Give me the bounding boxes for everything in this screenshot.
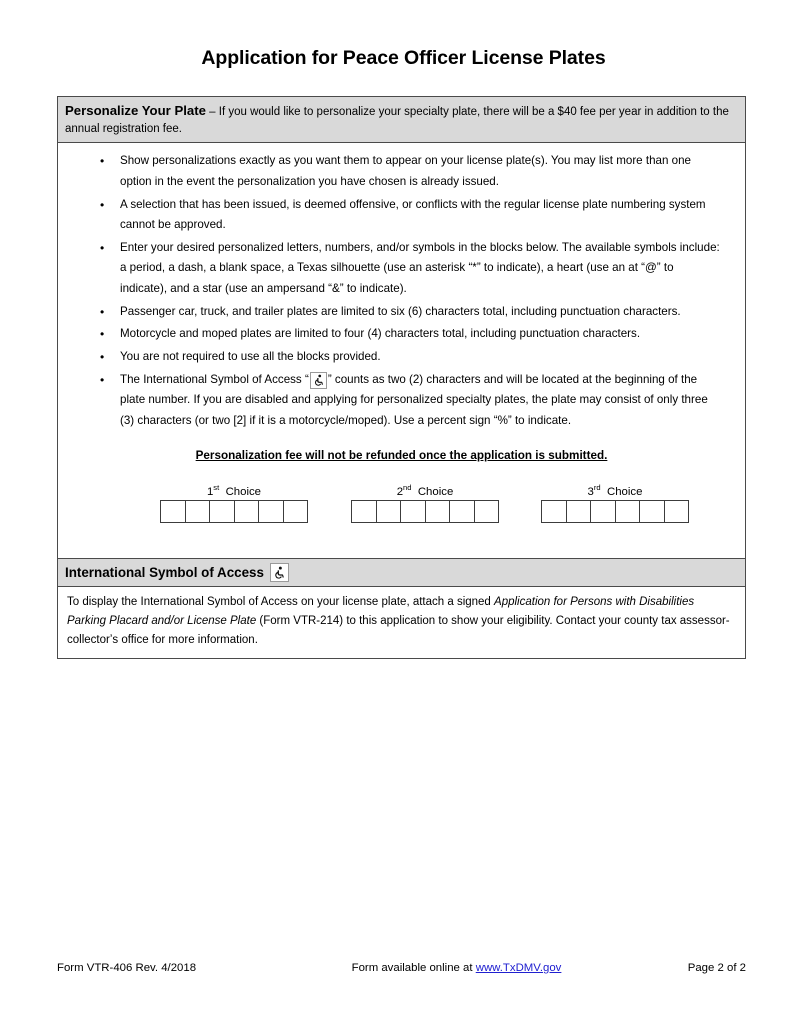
choice-2-cell-6[interactable]	[475, 501, 499, 522]
list-item: • Enter your desired personalized letters, numbers, and/or symbols in the blocks below. The available symbols include: a period, a dash, a blank space, a Texas silhouette (use an asterisk “*” to indicate), a heart (use an at “@” to indicate), and a star (use an ampersand “&” to indicate).	[120, 238, 729, 300]
choice-3-cell-1[interactable]	[542, 501, 567, 522]
choice-2-number: 2	[396, 486, 404, 499]
isa-heading: International Symbol of Access	[65, 565, 264, 581]
choice-2-cell-5[interactable]	[450, 501, 475, 522]
choice-3-cell-2[interactable]	[567, 501, 592, 522]
page-title: Application for Peace Officer License Plates	[201, 47, 606, 69]
choice-3-cell-6[interactable]	[665, 501, 689, 522]
choice-1-cell-3[interactable]	[210, 501, 235, 522]
choice-3-boxes[interactable]	[541, 500, 689, 523]
choice-3-suffix: rd	[593, 483, 601, 493]
list-item-isa	[120, 370, 729, 432]
choice-3-cell-4[interactable]	[616, 501, 641, 522]
list-item: • Show personalizations exactly as you want them to appear on your license plate(s). You may list more than one option in the event the personalization you have chosen is already issued.	[120, 151, 729, 192]
isa-body-part1: To display the International Symbol of Access on your license plate, attach a signed	[67, 595, 495, 608]
footer-form-id: Form VTR-406 Rev. 4/2018	[57, 962, 197, 974]
personalize-heading-rest: – If you would like to personalize your specialty plate, there will be a $40 fee per year in addition to the annual registration fee.	[65, 106, 729, 135]
choice-1-cell-4[interactable]	[235, 501, 260, 522]
list-item: • You are not required to use all the blocks provided.	[120, 347, 729, 368]
isa-bullet-after: ” counts as two (2) characters and will be located at the beginning of the plate number. If you are disabled and applying for personalized specialty plates, the plate may consist of only three (3) characters (or two [2] if it is a motorcycle/moped). Use a percent sign “%” to indicate.	[120, 372, 708, 427]
choice-3-cell-3[interactable]	[591, 501, 616, 522]
list-item: • Motorcycle and moped plates are limited to four (4) characters total, including punctuation characters.	[120, 324, 729, 345]
wheelchair-icon	[270, 563, 289, 582]
isa-body-italic: Application for Persons with Disabilities Parking Placard and/or License Plate	[67, 595, 695, 627]
choice-3-word: Choice	[606, 486, 643, 499]
choice-3-number: 3	[587, 486, 594, 499]
choice-1-cell-5[interactable]	[259, 501, 284, 522]
personalize-bullet-list	[74, 151, 729, 431]
choice-1-cell-6[interactable]	[284, 501, 308, 522]
choice-2-cell-1[interactable]	[352, 501, 377, 522]
choice-1-cell-1[interactable]	[161, 501, 186, 522]
choice-1-label	[160, 483, 308, 499]
choice-group-2	[351, 483, 499, 523]
choice-3-label	[541, 483, 689, 499]
choice-3-cell-5[interactable]	[640, 501, 665, 522]
choice-2-boxes[interactable]	[351, 500, 499, 523]
page-footer	[57, 962, 746, 974]
isa-bullet-before: The International Symbol of Access “	[120, 372, 309, 386]
choice-2-suffix: nd	[403, 483, 412, 493]
list-item: • Passenger car, truck, and trailer plates are limited to six (6) characters total, including punctuation characters.	[120, 302, 729, 323]
footer-online-prefix: Form available online at	[351, 962, 476, 974]
personalize-bullet-body	[58, 143, 745, 558]
footer-page-number: Page 2 of 2	[687, 962, 746, 974]
choice-2-word: Choice	[417, 486, 454, 499]
form-block	[57, 96, 746, 659]
isa-section-header	[58, 558, 745, 586]
choice-1-cell-2[interactable]	[186, 501, 211, 522]
choice-1-number: 1	[206, 486, 214, 499]
choice-group-3	[541, 483, 689, 523]
choice-2-cell-3[interactable]	[401, 501, 426, 522]
personalize-section-header	[58, 97, 745, 143]
personalize-heading-bold: Personalize Your Plate	[65, 103, 206, 118]
nonrefundable-notice: Personalization fee will not be refunded once the application is submitted.	[195, 449, 608, 463]
choice-1-suffix: st	[213, 483, 220, 493]
choice-2-cell-2[interactable]	[377, 501, 402, 522]
choice-blocks	[74, 483, 729, 532]
isa-body-part2: (Form VTR-214) to this application to show your eligibility. Contact your county tax assessor-collectorʼs office for more information.	[67, 614, 730, 647]
wheelchair-icon	[310, 372, 327, 389]
choice-2-label	[351, 483, 499, 499]
list-item: • A selection that has been issued, is deemed offensive, or conflicts with the regular license plate numbering system cannot be approved.	[120, 195, 729, 236]
choice-2-cell-4[interactable]	[426, 501, 451, 522]
isa-section-body	[58, 587, 745, 659]
txdmv-link[interactable]: www.TxDMV.gov	[475, 962, 562, 974]
choice-1-word: Choice	[225, 486, 262, 499]
footer-online-notice	[317, 962, 596, 974]
choice-1-boxes[interactable]	[160, 500, 308, 523]
choice-group-1	[160, 483, 308, 523]
